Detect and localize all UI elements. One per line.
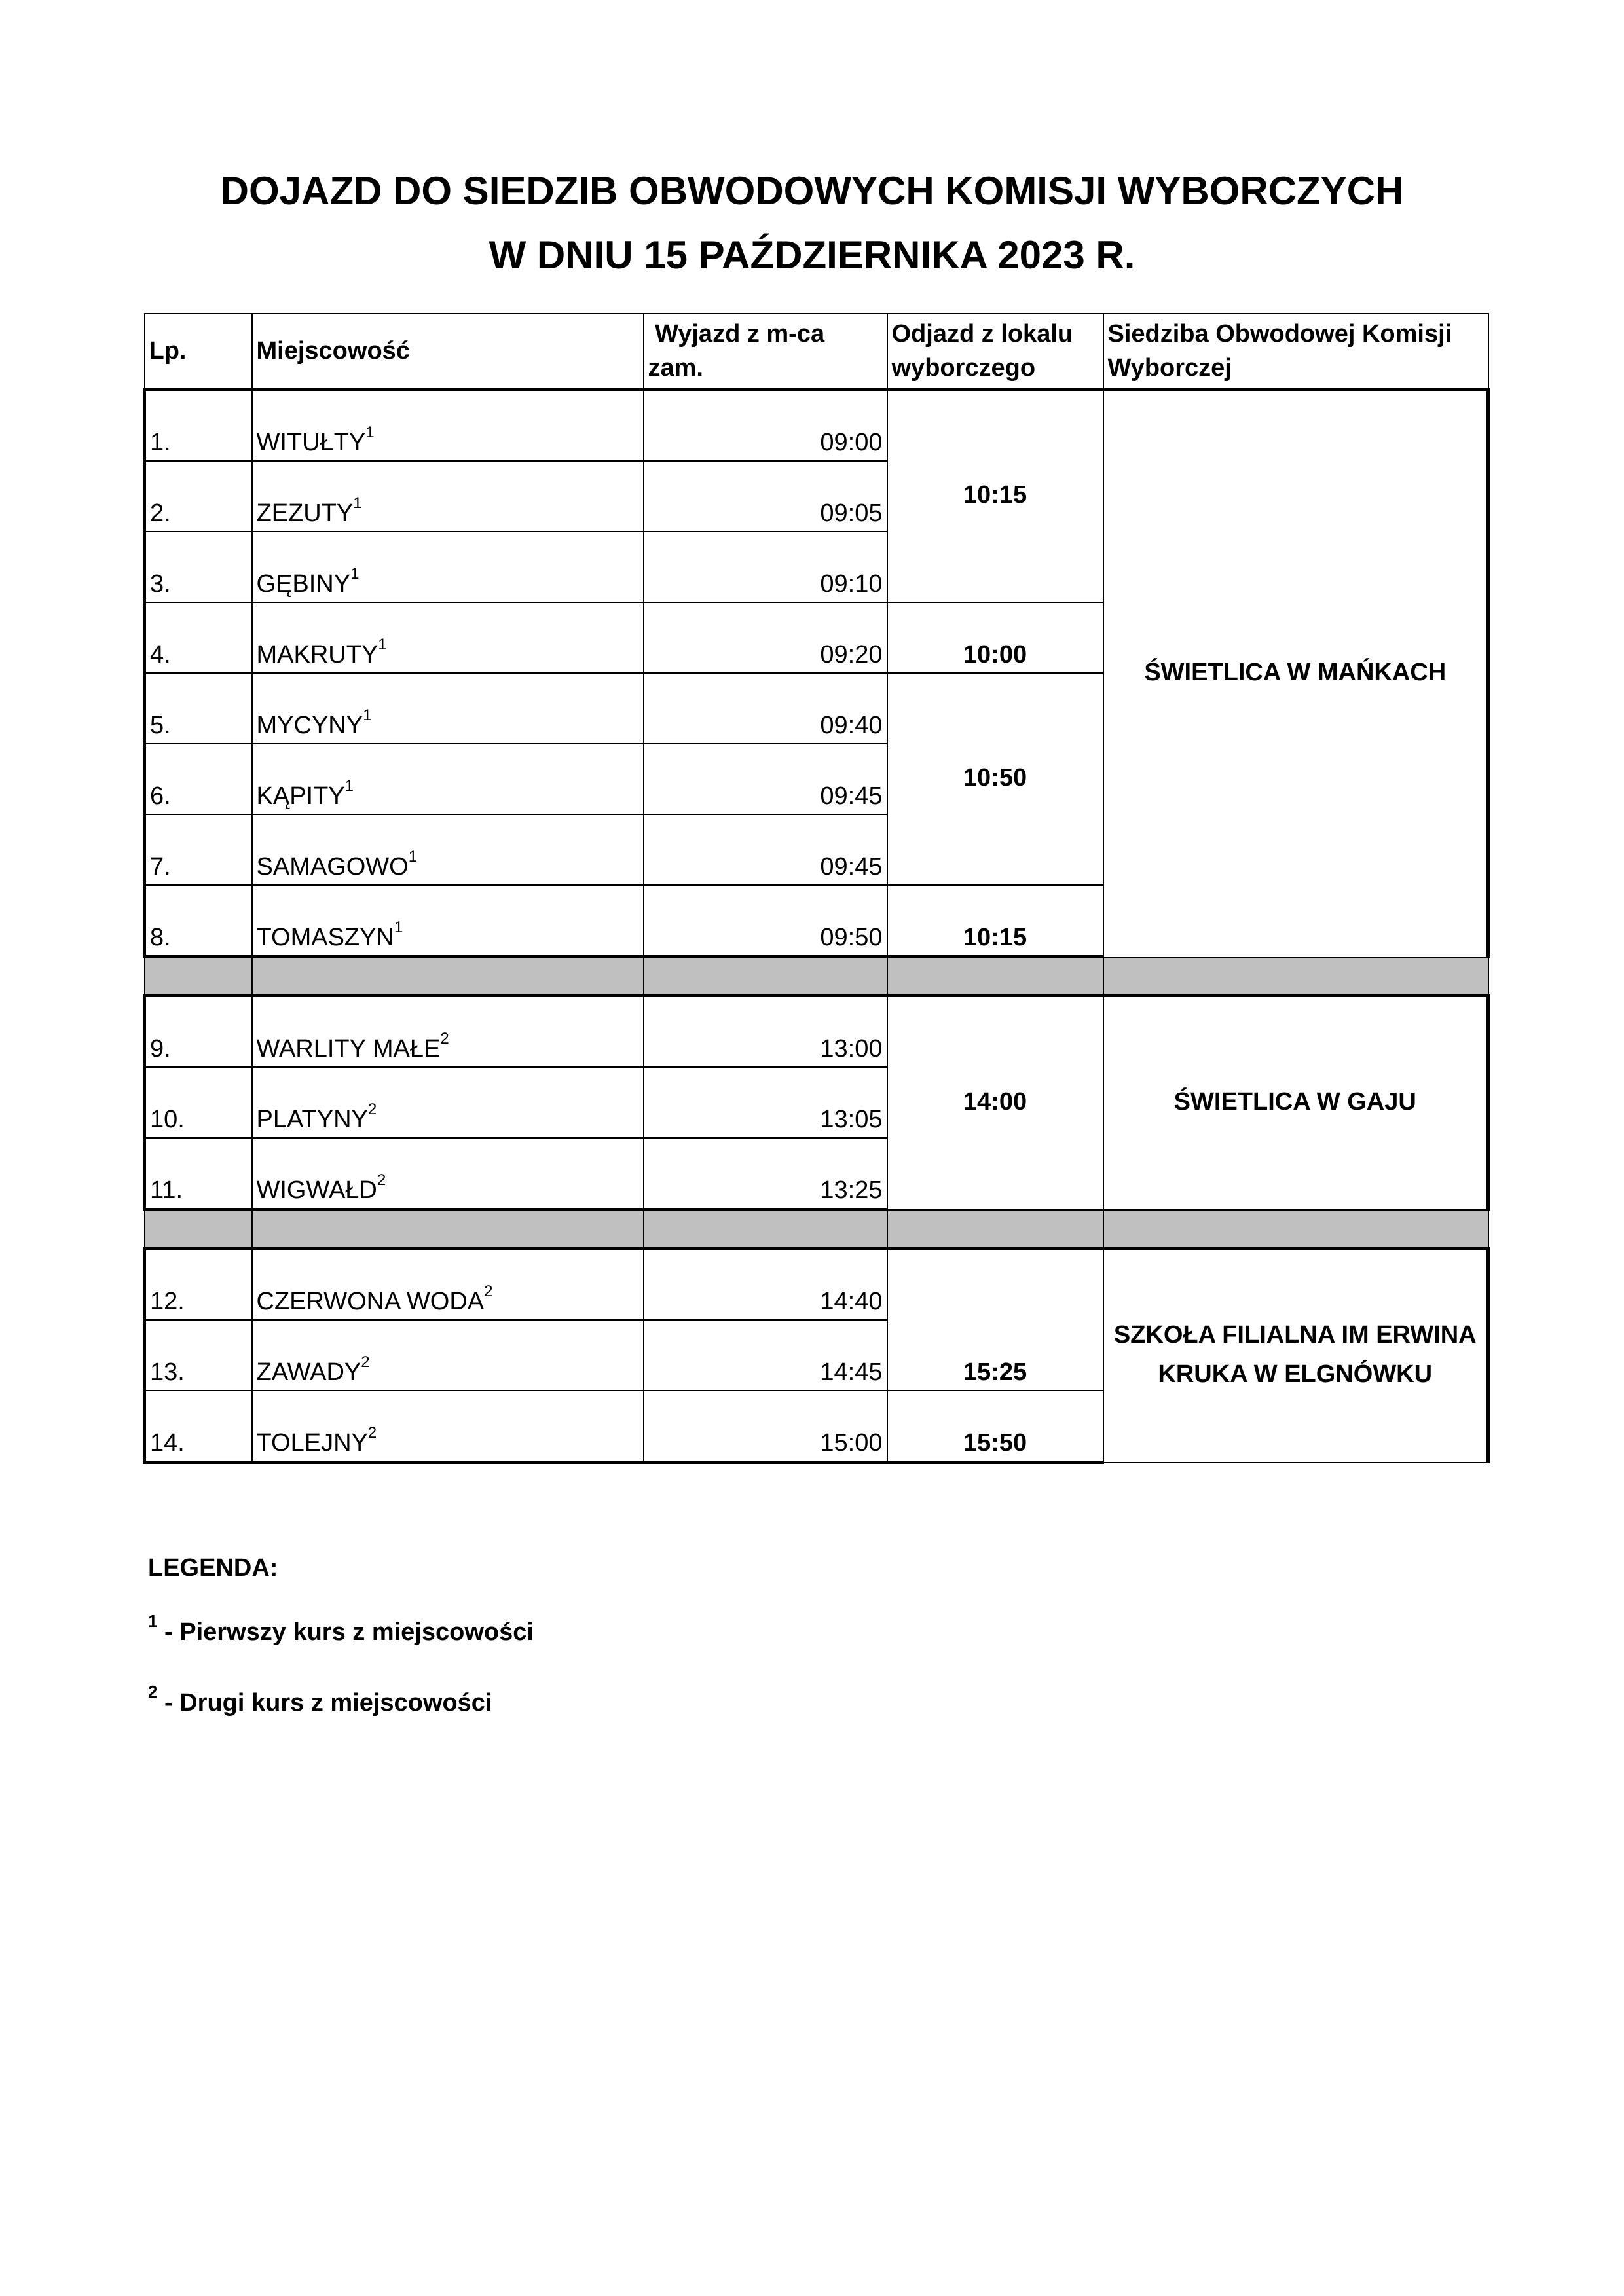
legend-title: LEGENDA: [148,1554,278,1582]
row-lp: 6. [145,744,252,814]
return-time: 10:50 [887,673,1103,885]
row-departure: 09:50 [644,885,887,957]
return-time: 10:15 [887,885,1103,957]
group-separator [145,957,1488,996]
row-departure: 09:45 [644,744,887,814]
row-town: ZEZUTY$^1$ [252,461,644,532]
row-departure: 09:10 [644,532,887,602]
row-town: WIGWAŁD$^2$ [252,1138,644,1210]
row-town: TOMASZYN$^1$ [252,885,644,957]
row-town: PLATYNY$^2$ [252,1067,644,1138]
seat-name: ŚWIETLICA W MAŃKACH [1103,390,1488,957]
header-seat: Siedziba Obwodowej Komisji Wyborczej [1103,314,1488,390]
row-lp: 13. [145,1320,252,1391]
row-lp: 4. [145,602,252,673]
table-row [145,390,1488,462]
row-departure: 09:45 [644,814,887,885]
page-subtitle: W DNIU 15 PAŹDZIERNIKA 2023 R. [489,233,1135,277]
header-departure: Wyjazd z m-ca zam. [644,314,887,390]
return-time: 15:25 [887,1248,1103,1391]
header-lp: Lp. [145,314,252,390]
legend-item: $^2$ - Drugi kurs z miejscowości [148,1682,492,1717]
row-departure: 09:05 [644,461,887,532]
table-row [145,996,1488,1068]
row-lp: 11. [145,1138,252,1210]
row-town: SAMAGOWO$^1$ [252,814,644,885]
row-departure: 09:00 [644,390,887,462]
return-time: 14:00 [887,996,1103,1210]
row-lp: 5. [145,673,252,744]
header-town: Miejscowość [252,314,644,390]
row-lp: 14. [145,1391,252,1463]
row-lp: 1. [145,390,252,462]
row-lp: 9. [145,996,252,1068]
row-departure: 13:00 [644,996,887,1068]
row-town: KĄPITY$^1$ [252,744,644,814]
row-departure: 15:00 [644,1391,887,1463]
row-town: WARLITY MAŁE$^2$ [252,996,644,1068]
row-departure: 14:40 [644,1248,887,1321]
row-departure: 09:20 [644,602,887,673]
schedule-table [143,313,1490,1464]
row-town: ZAWADY$^2$ [252,1320,644,1391]
row-lp: 12. [145,1248,252,1321]
row-town: MYCYNY$^1$ [252,673,644,744]
header-return: Odjazd z lokalu wyborczego [887,314,1103,390]
row-lp: 8. [145,885,252,957]
row-departure: 13:05 [644,1067,887,1138]
legend-item: $^1$ - Pierwszy kurs z miejscowości [148,1611,534,1646]
group-separator [145,1210,1488,1248]
row-town: GĘBINY$^1$ [252,532,644,602]
row-town: WITUŁTY$^1$ [252,390,644,462]
seat-name: SZKOŁA FILIALNA IM ERWINA KRUKA W ELGNÓWKU [1103,1248,1488,1463]
row-lp: 3. [145,532,252,602]
seat-name: ŚWIETLICA W GAJU [1103,996,1488,1210]
row-lp: 2. [145,461,252,532]
table-row [145,1248,1488,1321]
row-lp: 10. [145,1067,252,1138]
page-title: DOJAZD DO SIEDZIB OBWODOWYCH KOMISJI WYBORCZYCH [220,169,1404,213]
table-header-row [145,314,1488,390]
row-departure: 13:25 [644,1138,887,1210]
row-town: TOLEJNY$^2$ [252,1391,644,1463]
return-time: 10:00 [887,602,1103,673]
row-lp: 7. [145,814,252,885]
return-time: 10:15 [887,390,1103,603]
row-town: CZERWONA WODA$^2$ [252,1248,644,1321]
row-departure: 09:40 [644,673,887,744]
return-time: 15:50 [887,1391,1103,1463]
row-town: MAKRUTY$^1$ [252,602,644,673]
row-departure: 14:45 [644,1320,887,1391]
